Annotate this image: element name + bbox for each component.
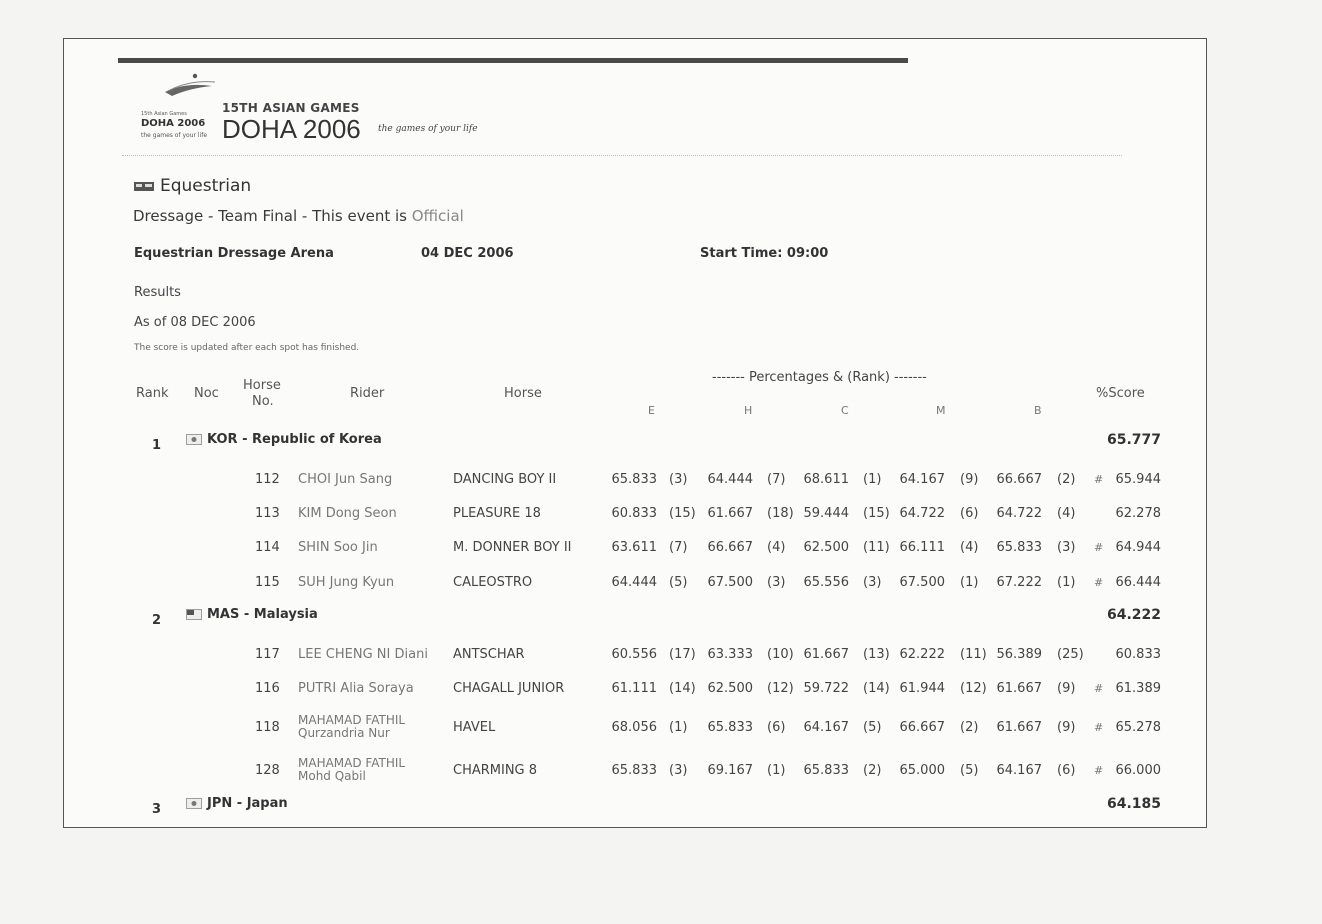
team-rank: 1: [152, 438, 162, 453]
judge-percentage: 65.000: [899, 763, 945, 778]
judge-percentage: 60.556: [611, 647, 657, 662]
team-rank: 2: [152, 613, 162, 628]
judge-rank: (2): [1057, 472, 1076, 487]
judge-rank: (2): [960, 720, 979, 735]
judge-rank: (5): [669, 575, 688, 590]
judge-rank: (5): [863, 720, 882, 735]
col-rider: Rider: [350, 386, 385, 401]
as-of-date: As of 08 DEC 2006: [134, 315, 256, 330]
judge-rank: (15): [669, 506, 696, 521]
team-name: [186, 796, 288, 811]
japan-flag-icon: [186, 798, 202, 809]
games-subtitle: 15TH ASIAN GAMES: [222, 101, 360, 115]
logo-small-caption: 15th Asian Games: [141, 111, 187, 117]
judge-percentage: 67.500: [707, 575, 753, 590]
rider-score: 66.000: [1115, 763, 1161, 778]
judge-percentage: 59.444: [803, 506, 849, 521]
judge-rank: (1): [960, 575, 979, 590]
judge-percentage: 69.167: [707, 763, 753, 778]
judge-percentage: 59.722: [803, 681, 849, 696]
team-name: [186, 607, 318, 622]
judge-rank: (25): [1057, 647, 1084, 662]
team-score: 64.185: [1106, 796, 1161, 812]
games-title: DOHA 2006: [222, 114, 361, 144]
header-rule: [118, 58, 908, 63]
judge-percentage: 60.833: [611, 506, 657, 521]
rider-name-line2: Qurzandria Nur: [298, 726, 390, 740]
rider-name: [298, 714, 405, 740]
rider-score: 65.944: [1115, 472, 1161, 487]
judge-rank: (1): [669, 720, 688, 735]
judge-rank: (6): [1057, 763, 1076, 778]
judge-percentage: 61.667: [707, 506, 753, 521]
judge-percentage: 66.667: [996, 472, 1042, 487]
judge-percentage: 64.444: [611, 575, 657, 590]
judge-rank: (1): [1057, 575, 1076, 590]
judge-rank: (3): [1057, 540, 1076, 555]
judge-rank: (13): [863, 647, 890, 662]
col-horse-no-1: Horse: [243, 378, 281, 393]
counting-mark: #: [1094, 473, 1104, 486]
judge-rank: (7): [669, 540, 688, 555]
rider-row: [0, 472, 1322, 506]
judge-percentage: 67.222: [996, 575, 1042, 590]
judge-percentage: 65.833: [707, 720, 753, 735]
korea-flag-icon: [186, 434, 202, 445]
rider-score: 61.389: [1115, 681, 1161, 696]
col-judge-b: B: [1034, 404, 1042, 417]
judge-rank: (18): [767, 506, 794, 521]
col-score: %Score: [1096, 386, 1145, 401]
event-title: [133, 207, 464, 225]
judge-percentage: 66.111: [899, 540, 945, 555]
judge-rank: (1): [863, 472, 882, 487]
col-rank: Rank: [136, 386, 169, 401]
col-judge-m: M: [936, 404, 946, 417]
rider-row: [0, 506, 1322, 540]
col-horse: Horse: [504, 386, 542, 401]
results-label: Results: [134, 285, 181, 300]
malaysia-flag-icon: [186, 609, 202, 620]
rider-name: [298, 757, 405, 783]
judge-rank: (9): [1057, 720, 1076, 735]
judge-rank: (3): [767, 575, 786, 590]
horse-number: 115: [255, 575, 280, 590]
horse-name: DANCING BOY II: [453, 472, 557, 487]
rider-score: 60.833: [1115, 647, 1161, 662]
rider-name: SUH Jung Kyun: [298, 575, 395, 590]
rider-score: 62.278: [1115, 506, 1161, 521]
judge-percentage: 63.611: [611, 540, 657, 555]
horse-number: 116: [255, 681, 280, 696]
judge-percentage: 62.222: [899, 647, 945, 662]
horse-number: 128: [255, 763, 280, 778]
sport-heading: [134, 176, 251, 196]
horse-number: 118: [255, 720, 280, 735]
horse-name: HAVEL: [453, 720, 496, 735]
judge-rank: (3): [669, 763, 688, 778]
judge-percentage: 67.500: [899, 575, 945, 590]
team-name: [186, 432, 382, 447]
logo-small-slogan: the games of your life: [141, 132, 208, 139]
judge-percentage: 56.389: [996, 647, 1042, 662]
judge-percentage: 68.056: [611, 720, 657, 735]
judge-percentage: 68.611: [803, 472, 849, 487]
rider-row: [0, 713, 1322, 754]
col-judge-c: C: [841, 404, 849, 417]
team-rank: 3: [152, 802, 162, 817]
venue: Equestrian Dressage Arena: [134, 246, 334, 261]
games-slogan: the games of your life: [378, 124, 478, 134]
rider-row: [0, 575, 1322, 609]
rider-score: 64.944: [1115, 540, 1161, 555]
judge-rank: (6): [767, 720, 786, 735]
rider-name-line1: MAHAMAD FATHIL: [298, 713, 406, 727]
judge-percentage: 65.833: [611, 472, 657, 487]
horse-number: 112: [255, 472, 280, 487]
rider-row: [0, 647, 1322, 681]
judge-percentage: 61.944: [899, 681, 945, 696]
judge-rank: (1): [767, 763, 786, 778]
horse-name: PLEASURE 18: [453, 506, 541, 521]
judge-percentage: 64.167: [803, 720, 849, 735]
col-horse-no-2: No.: [252, 394, 274, 409]
judge-percentage: 66.667: [707, 540, 753, 555]
judge-rank: (3): [863, 575, 882, 590]
judge-percentage: 64.167: [996, 763, 1042, 778]
col-judge-e: E: [648, 404, 655, 417]
judge-percentage: 62.500: [803, 540, 849, 555]
horse-name: CHARMING 8: [453, 763, 538, 778]
rider-row: [0, 756, 1322, 797]
judge-rank: (3): [669, 472, 688, 487]
counting-mark: #: [1094, 541, 1104, 554]
rider-name: KIM Dong Seon: [298, 506, 397, 521]
judge-rank: (5): [960, 763, 979, 778]
judge-percentage: 65.833: [996, 540, 1042, 555]
judge-percentage: 63.333: [707, 647, 753, 662]
judge-rank: (17): [669, 647, 696, 662]
judge-percentage: 61.667: [803, 647, 849, 662]
rider-name: CHOI Jun Sang: [298, 472, 393, 487]
header-divider: [122, 155, 1122, 156]
team-score: 65.777: [1106, 432, 1161, 448]
judge-rank: (4): [960, 540, 979, 555]
sport-name: Equestrian: [160, 176, 252, 196]
team-score: 64.222: [1106, 607, 1161, 623]
horse-number: 113: [255, 506, 280, 521]
rider-name: SHIN Soo Jin: [298, 540, 378, 555]
horse-name: CALEOSTRO: [453, 575, 533, 590]
judge-percentage: 61.667: [996, 720, 1042, 735]
counting-mark: #: [1094, 721, 1104, 734]
col-noc: Noc: [194, 386, 219, 401]
logo-small-title: DOHA 2006: [141, 118, 206, 129]
judge-rank: (14): [863, 681, 890, 696]
judge-percentage: 65.833: [611, 763, 657, 778]
col-judge-h: H: [744, 404, 753, 417]
judge-rank: (9): [1057, 681, 1076, 696]
judge-percentage: 64.722: [996, 506, 1042, 521]
horse-name: M. DONNER BOY II: [453, 540, 572, 555]
counting-mark: #: [1094, 682, 1104, 695]
event-date: 04 DEC 2006: [421, 246, 514, 261]
horse-name: CHAGALL JUNIOR: [453, 681, 565, 696]
team-label: MAS - Malaysia: [207, 607, 318, 622]
event-status: Official: [411, 207, 464, 225]
judge-rank: (7): [767, 472, 786, 487]
rider-score: 66.444: [1115, 575, 1161, 590]
horse-number: 117: [255, 647, 280, 662]
judge-percentage: 61.667: [996, 681, 1042, 696]
judge-rank: (11): [960, 647, 987, 662]
horse-name: ANTSCHAR: [453, 647, 525, 662]
judge-rank: (15): [863, 506, 890, 521]
counting-mark: #: [1094, 576, 1104, 589]
judge-rank: (14): [669, 681, 696, 696]
rider-row: [0, 540, 1322, 574]
judge-rank: (10): [767, 647, 794, 662]
judge-percentage: 64.167: [899, 472, 945, 487]
rider-name-line1: MAHAMAD FATHIL: [298, 756, 406, 770]
judge-percentage: 61.111: [611, 681, 657, 696]
percentages-heading: ------- Percentages & (Rank) -------: [712, 370, 927, 385]
team-label: KOR - Republic of Korea: [207, 432, 382, 447]
judge-percentage: 64.444: [707, 472, 753, 487]
judge-percentage: 65.556: [803, 575, 849, 590]
team-label: JPN - Japan: [207, 796, 288, 811]
judge-rank: (4): [767, 540, 786, 555]
rider-name: PUTRI Alia Soraya: [298, 681, 414, 696]
rider-name-line2: Mohd Qabil: [298, 769, 366, 783]
horse-number: 114: [255, 540, 280, 555]
judge-rank: (2): [863, 763, 882, 778]
event-name: Dressage - Team Final - This event is: [133, 207, 412, 225]
equestrian-icon: [134, 181, 154, 192]
start-time: Start Time: 09:00: [700, 246, 829, 261]
judge-percentage: 66.667: [899, 720, 945, 735]
counting-mark: #: [1094, 764, 1104, 777]
judge-rank: (6): [960, 506, 979, 521]
update-note: The score is updated after each spot has finished.: [134, 343, 360, 353]
judge-rank: (12): [960, 681, 987, 696]
judge-rank: (9): [960, 472, 979, 487]
judge-percentage: 65.833: [803, 763, 849, 778]
judge-percentage: 64.722: [899, 506, 945, 521]
rider-name: LEE CHENG NI Diani: [298, 647, 428, 662]
rider-row: [0, 681, 1322, 715]
judge-percentage: 62.500: [707, 681, 753, 696]
judge-rank: (4): [1057, 506, 1076, 521]
judge-rank: (11): [863, 540, 890, 555]
rider-score: 65.278: [1115, 720, 1161, 735]
judge-rank: (12): [767, 681, 794, 696]
